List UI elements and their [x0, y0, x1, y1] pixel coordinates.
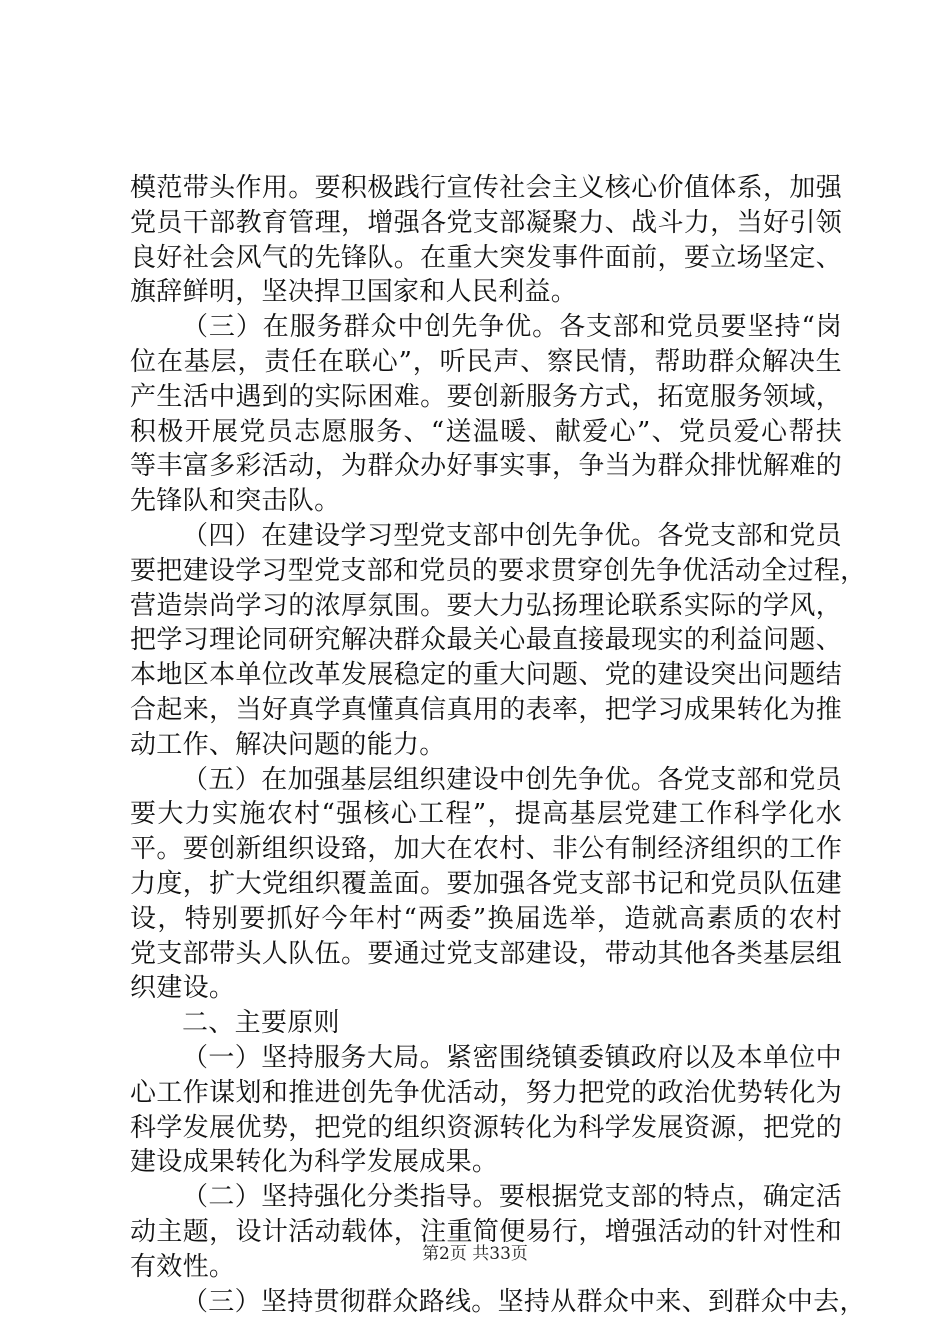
text-line: 动主题，设计活动载体，注重简便易行，增强活动的针对性和 — [130, 1216, 842, 1247]
text-line: 有效性。 — [130, 1251, 236, 1282]
text-line: 先锋队和突击队。 — [130, 486, 341, 517]
text-line: 本地区本单位改革发展稳定的重大问题、党的建设突出问题结 — [130, 660, 842, 691]
text-line: 建设成果转化为科学发展成果。 — [130, 1147, 499, 1178]
text-line: 动工作、解决问题的能力。 — [130, 729, 446, 760]
text-line: 产生活中遇到的实际困难。要创新服务方式，拓宽服务领域， — [130, 381, 842, 412]
text-line: 党员干部教育管理，增强各党支部凝聚力、战斗力，当好引领 — [130, 207, 842, 238]
text-line: 旗辞鲜明，坚决捍卫国家和人民利益。 — [130, 277, 578, 308]
text-line: 营造崇尚学习的浓厚氛围。要大力弘扬理论联系实际的学风， — [130, 590, 842, 621]
text-line: 要大力实施农村“强核心工程”，提高基层党建工作科学化水 — [130, 799, 842, 830]
page-footer: 第2页 共33页 — [422, 1244, 528, 1264]
text-line: 二、主要原则 — [182, 1008, 340, 1039]
text-line: 合起来，当好真学真懂真信真用的表率，把学习成果转化为推 — [130, 694, 842, 725]
text-line: （三）在服务群众中创先争优。各支部和党员要坚持“岗 — [182, 312, 842, 343]
text-line: （四）在建设学习型党支部中创先争优。各党支部和党员 — [182, 520, 842, 551]
text-line: 设，特别要抓好今年村“两委”换届选举，造就高素质的农村 — [130, 903, 842, 934]
text-line: 党支部带头人队伍。要通过党支部建设，带动其他各类基层组 — [130, 938, 842, 969]
text-line: （二）坚持强化分类指导。要根据党支部的特点，确定活 — [182, 1182, 842, 1213]
text-line: 把学习理论同研究解决群众最关心最直接最现实的利益问题、 — [130, 625, 842, 656]
text-line: （五）在加强基层组织建设中创先争优。各党支部和党员 — [182, 764, 842, 795]
text-line: 位在基层，责任在联心”，听民声、察民情，帮助群众解决生 — [130, 346, 842, 377]
document-body — [130, 171, 867, 1319]
text-line: 心工作谋划和推进创先争优活动，努力把党的政治优势转化为 — [130, 1077, 842, 1108]
text-line: 科学发展优势，把党的组织资源转化为科学发展资源，把党的 — [130, 1112, 842, 1143]
text-line: 等丰富多彩活动，为群众办好事实事，争当为群众排忧解难的 — [130, 451, 842, 482]
text-line: （三）坚持贯彻群众路线。坚持从群众中来、到群众中去， — [182, 1286, 866, 1317]
text-line: 平。要创新组织设臵，加大在农村、非公有制经济组织的工作 — [130, 834, 842, 865]
text-line: 模范带头作用。要积极践行宣传社会主义核心价值体系，加强 — [130, 173, 842, 203]
text-line: 织建设。 — [130, 973, 236, 1004]
text-line: 力度，扩大党组织覆盖面。要加强各党支部书记和党员队伍建 — [130, 868, 842, 899]
text-line: （一）坚持服务大局。紧密围绕镇委镇政府以及本单位中 — [182, 1042, 842, 1073]
text-line: 积极开展党员志愿服务、“送温暖、献爱心”、党员爱心帮扶 — [130, 416, 842, 447]
text-line: 要把建设学习型党支部和党员的要求贯穿创先争优活动全过程， — [130, 555, 867, 586]
text-line: 良好社会风气的先锋队。在重大突发事件面前，要立场坚定、 — [130, 242, 842, 273]
